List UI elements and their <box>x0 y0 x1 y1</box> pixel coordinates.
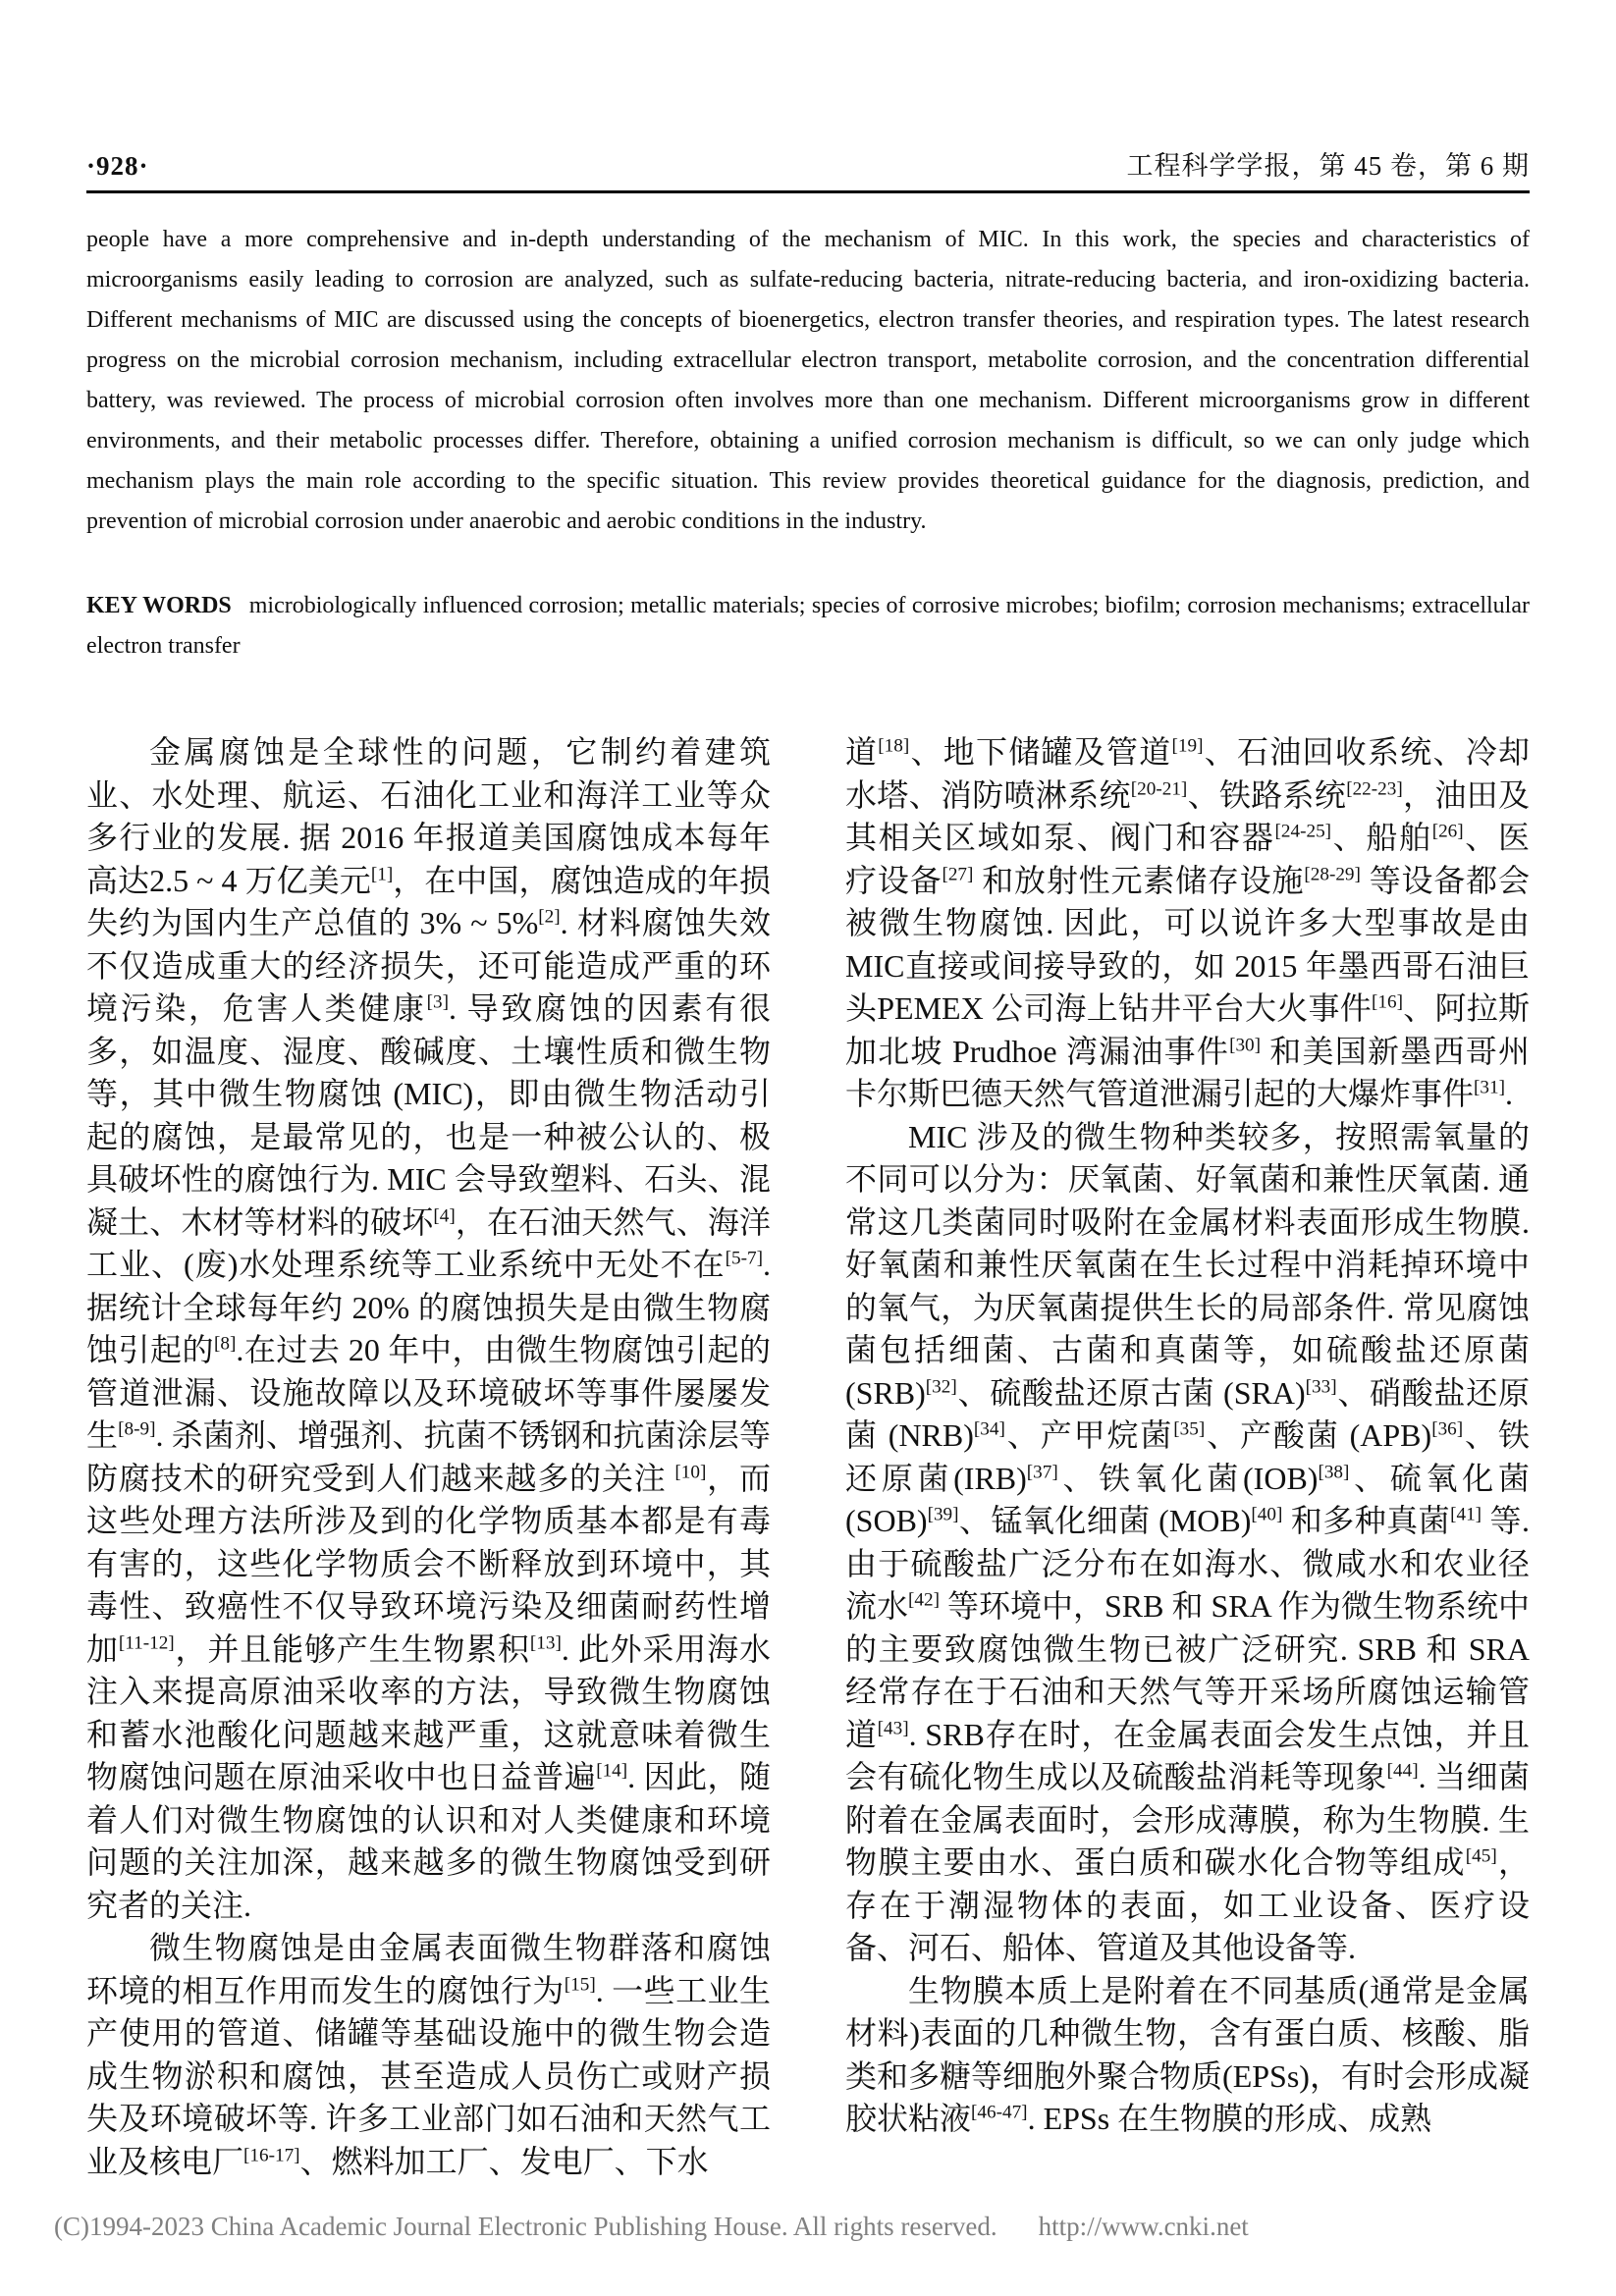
column-left <box>86 731 771 2183</box>
page-footer <box>54 2211 1586 2242</box>
keywords-text: microbiologically influenced corrosion; metallic materials; species of corrosive microbes; biofilm; corrosion mechanisms; extracellular electron transfer <box>86 593 1530 659</box>
column-right <box>845 731 1530 2183</box>
body-columns <box>86 731 1530 2183</box>
paragraph-microbe-species: MIC 涉及的微生物种类较多，按照需氧量的不同可以分为：厌氧菌、好氧菌和兼性厌氧菌. 通常这几类菌同时吸附在金属材料表面形成生物膜. 好氧菌和兼性厌氧菌在生长过程中消耗掉环境中的氧气，为厌氧菌提供生长的局部条件. 常见腐蚀菌包括细菌、古菌和真菌等，如硫酸盐还原菌 (SRB)[32]、硫酸盐还原古菌 (SRA)[33]、硝酸盐还原菌 (NRB)[34]、产甲烷菌[35]、产酸菌 (APB)[36]、铁还原菌(IRB)[37]、铁氧化菌(IOB)[38]、硫氧化菌(SOB)[39]、锰氧化细菌 (MOB)[40] 和多种真菌[41] 等. 由于硫酸盐广泛分布在如海水、微咸水和农业径流水[42] 等环境中，SRB 和 SRA 作为微生物系统中的主要致腐蚀微生物已被广泛研究. SRB 和 SRA 经常存在于石油和天然气等开采场所腐蚀运输管道[43]. SRB存在时，在金属表面会发生点蚀，并且会有硫化物生成以及硫酸盐消耗等现象[44]. 当细菌附着在金属表面时，会形成薄膜，称为生物膜. 生物膜主要由水、蛋白质和碳水化合物等组成[45]，存在于潮湿物体的表面，如工业设备、医疗设备、河石、船体、管道及其他设备等. <box>845 1118 1530 1965</box>
paragraph-mic-definition: 微生物腐蚀是由金属表面微生物群落和腐蚀环境的相互作用而发生的腐蚀行为[15]. 一些工业生产使用的管道、储罐等基础设施中的微生物会造成生物淤积和腐蚀，甚至造成人员伤亡或财产损失及环境破坏等. 许多工业部门如石油和天然气工业及核电厂[16-17]、燃料加工厂、发电厂、下水 <box>86 1930 771 2179</box>
paragraph-intro: 金属腐蚀是全球性的问题，它制约着建筑业、水处理、航运、石油化工业和海洋工业等众多行业的发展. 据 2016 年报道美国腐蚀成本每年高达2.5 ~ 4 万亿美元[1]，在中国，腐蚀造成的年损失约为国内生产总值的 3% ~ 5%[2]. 材料腐蚀失效不仅造成重大的经济损失，还可能造成严重的环境污染，危害人类健康[3]. 导致腐蚀的因素有很多，如温度、湿度、酸碱度、土壤性质和微生物等，其中微生物腐蚀 (MIC)，即由微生物活动引起的腐蚀，是最常见的，也是一种被公认的、极具破坏性的腐蚀行为. MIC 会导致塑料、石头、混凝土、木材等材料的破坏[4]，在石油天然气、海洋工业、(废)水处理系统等工业系统中无处不在[5-7]. 据统计全球每年约 20% 的腐蚀损失是由微生物腐蚀引起的[8].在过去 20 年中，由微生物腐蚀引起的管道泄漏、设施故障以及环境破坏等事件屡屡发生[8-9]. 杀菌剂、增强剂、抗菌不锈钢和抗菌涂层等防腐技术的研究受到人们越来越多的关注 [10]，而这些处理方法所涉及到的化学物质基本都是有毒有害的，这些化学物质会不断释放到环境中，其毒性、致癌性不仅导致环境污染及细菌耐药性增加[11-12]，并且能够产生生物累积[13]. 此外采用海水注入来提高原油采收率的方法，导致微生物腐蚀和蓄水池酸化问题越来越严重，这就意味着微生物腐蚀问题在原油采收中也日益普遍[14]. 因此，随着人们对微生物腐蚀的认识和对人类健康和环境问题的关注加深，越来越多的微生物腐蚀受到研究者的关注. <box>86 734 771 1923</box>
header-divider <box>86 190 1530 193</box>
page-number: ·928· <box>86 151 149 181</box>
journal-title: 工程科学学报，第 45 卷，第 6 期 <box>1126 151 1530 181</box>
copyright-text: (C)1994-2023 China Academic Journal Electronic Publishing House. All rights reserved. <box>54 2212 997 2241</box>
paragraph-mic-definition-continued: 道[18]、地下储罐及管道[19]、石油回收系统、冷却水塔、消防喷淋系统[20-21]、铁路系统[22-23]，油田及其相关区域如泵、阀门和容器[24-25]、船舶[26]、医疗设备[27] 和放射性元素储存设施[28-29] 等设备都会被微生物腐蚀. 因此，可以说许多大型事故是由 MIC直接或间接导致的，如 2015 年墨西哥石油巨头PEMEX 公司海上钻井平台大火事件[16]、阿拉斯加北坡 Prudhoe 湾漏油事件[30] 和美国新墨西哥州卡尔斯巴德天然气管道泄漏引起的大爆炸事件[31]. <box>845 734 1530 1111</box>
paragraph-biofilm: 生物膜本质上是附着在不同基质(通常是金属材料)表面的几种微生物，含有蛋白质、核酸、脂类和多糖等细胞外聚合物质(EPSs)，有时会形成凝胶状粘液[46-47]. EPSs 在生物膜的形成、成熟 <box>845 1972 1530 2136</box>
keywords-section <box>86 586 1530 667</box>
abstract-continuation-text: people have a more comprehensive and in-depth understanding of the mechanism of MIC. In this work, the species and characteristics of microorganisms easily leading to corrosion are analyzed, such as sulfate-reducing bacteria, nitrate-reducing bacteria, and iron-oxidizing bacteria. Different mechanisms of MIC are discussed using the concepts of bioenergetics, electron transfer theories, and respiration types. The latest research progress on the microbial corrosion mechanism, including extracellular electron transport, metabolite corrosion, and the concentration differential battery, was reviewed. The process of microbial corrosion often involves more than one mechanism. Different microorganisms grow in different environments, and their metabolic processes differ. Therefore, obtaining a unified corrosion mechanism is difficult, so we can only judge which mechanism plays the main role according to the specific situation. This review provides theoretical guidance for the diagnosis, prediction, and prevention of microbial corrosion under anaerobic and aerobic conditions in the industry. <box>86 227 1530 534</box>
page-header <box>86 150 1530 182</box>
footer-url: http://www.cnki.net <box>1038 2212 1249 2241</box>
keywords-label: KEY WORDS <box>86 593 232 618</box>
